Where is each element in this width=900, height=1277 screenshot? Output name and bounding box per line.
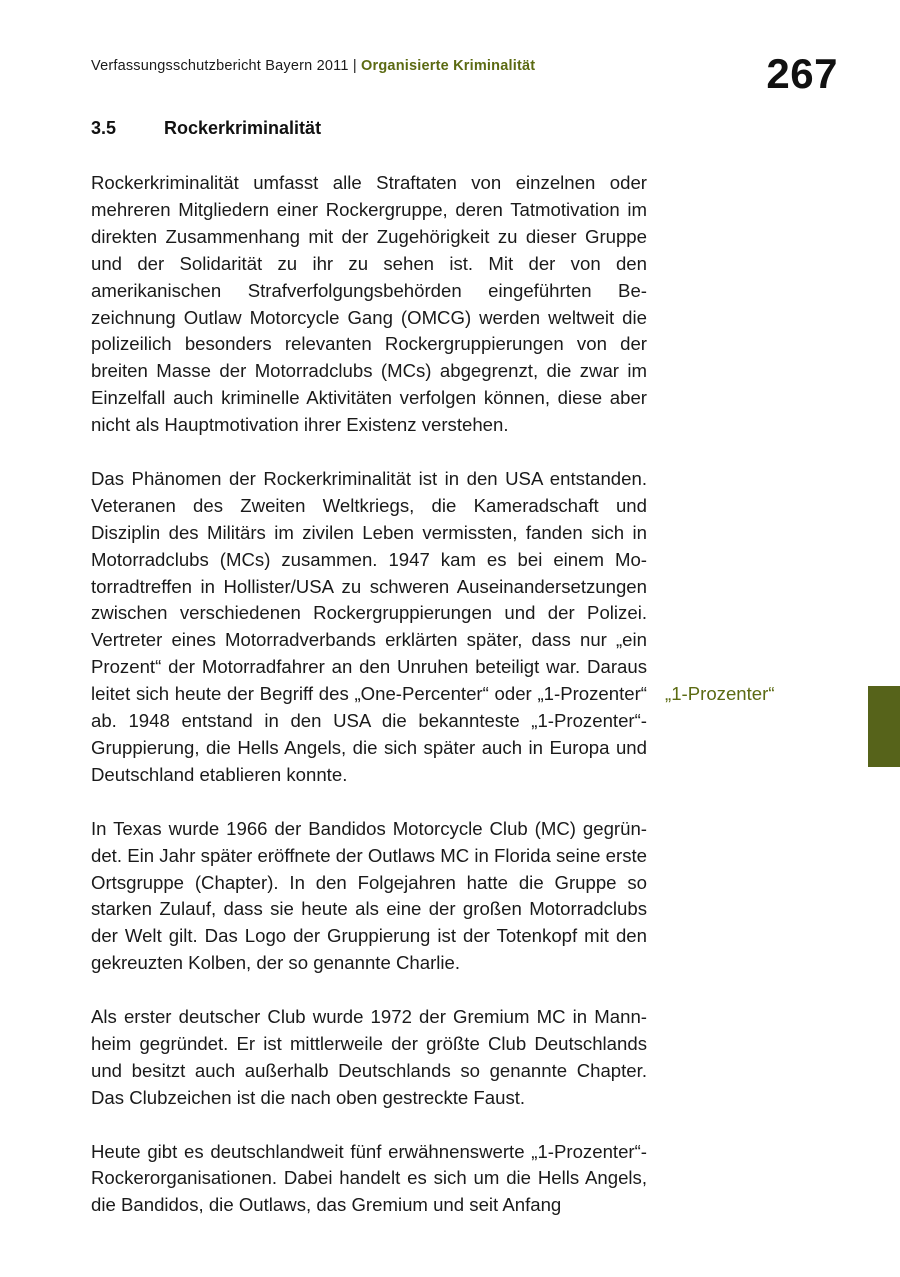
paragraph: Rockerkriminalität umfasst alle Straftaten von einzelnen oder mehreren Mitgliedern einer Rockergruppe, deren Tatmotivation im direkten Zusammenhang mit der Zugehörigkeit zu dieser Gruppe und der Solidarität zu ihr zu sehen ist. Mit der von den amerikanischen Strafverfolgungsbehörden eingeführten Bezeichnung Outlaw Motorcycle Gang (OMCG) werden weltweit die polizeilich besonders relevanten Rockergruppierungen von der breiten Masse der Motorradclubs (MCs) abgegrenzt, die zwar im Einzelfall auch kriminelle Aktivitäten verfolgen können, diese aber nicht als Hauptmotivation ihrer Existenz verstehen.	[91, 172, 647, 436]
section-heading	[91, 118, 321, 139]
header-section-name: Organisierte Kriminalität	[361, 58, 536, 74]
header-separator: |	[352, 58, 357, 74]
body-text	[91, 170, 647, 1246]
paragraph: Als erster deutscher Club wurde 1972 der Gremium MC in Mannheim gegründet. Er ist mittlerweile der größte Club Deutschlands und besitzt auch außerhalb Deutschlands so genannte Chapter. Das Clubzeichen ist die nach oben gestreckte Faust.	[91, 1006, 647, 1108]
publication-title: Verfassungsschutzbericht Bayern 2011	[91, 58, 349, 74]
paragraph: In Texas wurde 1966 der Bandidos Motorcycle Club (MC) gegründet. Ein Jahr später eröffnete der Outlaws MC in Florida seine erste Ortsgruppe (Chapter). In den Folgejahren hatte die Gruppe so starken Zulauf, dass sie heute als eine der großen Motorradclubs der Welt gilt. Das Logo der Gruppierung ist der Totenkopf mit den gekreuzten Kolben, der so genannte Charlie.	[91, 817, 647, 974]
running-header	[91, 58, 535, 74]
margin-note: „1-Prozenter“	[665, 683, 775, 704]
section-number: 3.5	[91, 118, 117, 138]
page-number: 267	[766, 50, 838, 97]
section-title: Rockerkriminalität	[164, 118, 322, 138]
paragraph: Das Phänomen der Rockerkriminalität ist in den USA entstanden. Veteranen des Zweiten Weltkriegs, die Kameradschaft und Disziplin des Militärs im zivilen Leben vermissten, fanden sich in Motorradclubs (MCs) zusammen. 1947 kam es bei einem Motorradtreffen in Hollister/USA zu schweren Auseinandersetzungen zwischen verschiedenen Rockergruppierungen und der Polizei. Vertreter eines Motorradverbands erklärten später, dass nur „ein Prozent“ der Motorradfahrer an den Unruhen beteiligt war. Daraus leitet sich heute der Begriff des „One-Percenter“ oder „1-Prozenter“ ab. 1948 entstand in den USA die bekannteste „1-Prozenter“-Gruppierung, die Hells Angels, die sich später auch in Europa und Deutschland etablieren konnte.	[91, 467, 647, 785]
paragraph: Heute gibt es deutschlandweit fünf erwähnenswerte „1-Prozenter“-Rockerorganisationen. Dabei handelt es sich um die Hells Angels, die Bandidos, die Outlaws, das Gremium und seit Anfang	[91, 1140, 647, 1216]
chapter-tab-marker	[868, 686, 900, 767]
